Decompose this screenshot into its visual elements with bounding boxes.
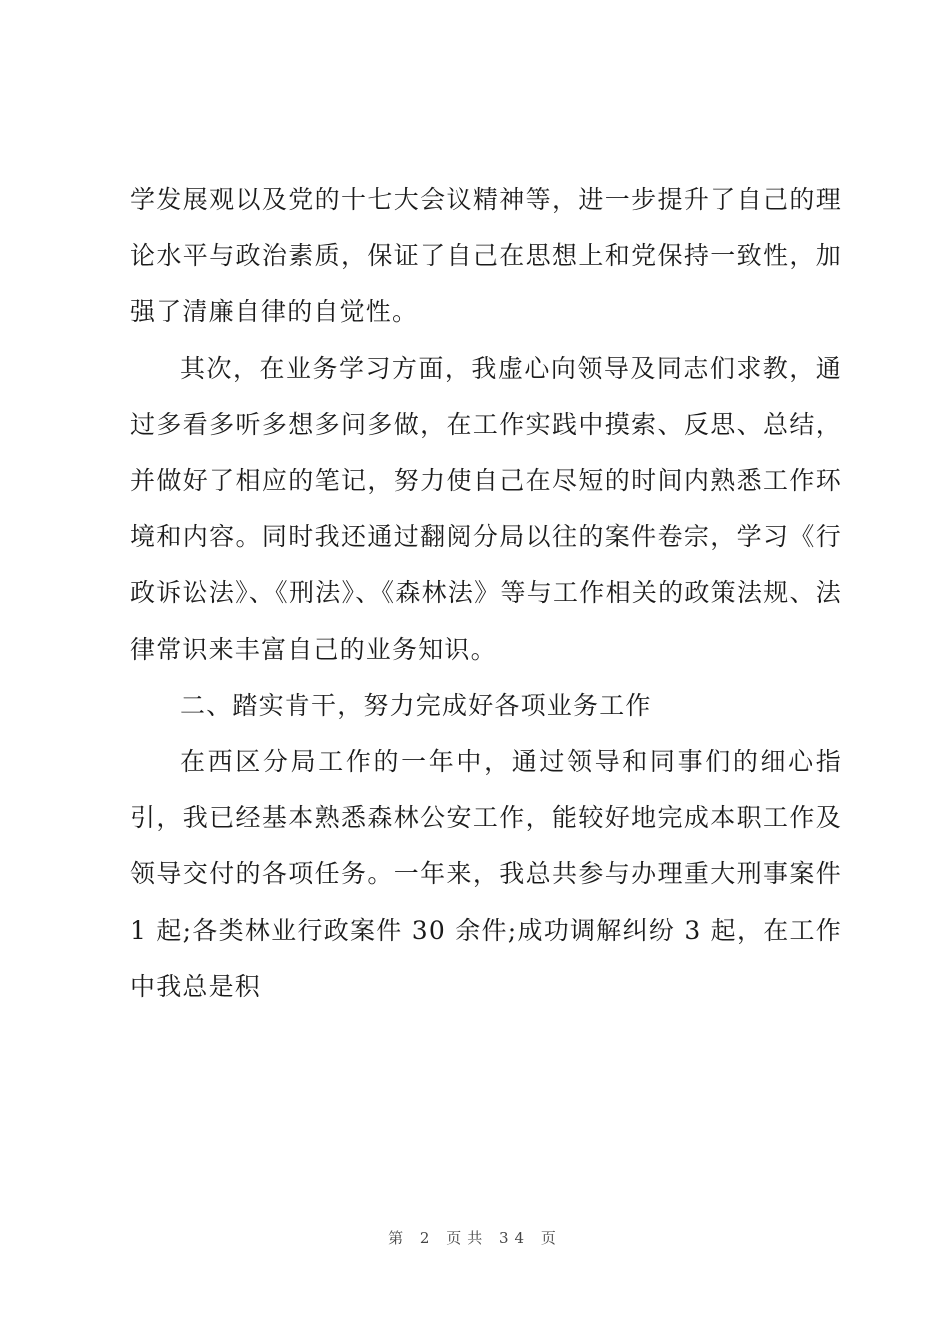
document-body [130,172,842,1015]
paragraph-business-study: 其次，在业务学习方面，我虚心向领导及同志们求教，通过多看多听多想多问多做，在工作实践中摸索、反思、总结，并做好了相应的笔记，努力使自己在尽短的时间内熟悉工作环境和内容。同时我还通过翻阅分局以往的案件卷宗，学习《行政诉讼法》、《刑法》、《森林法》等与工作相关的政策法规、法律常识来丰富自己的业务知识。 [130,353,842,664]
section-heading: 二、踏实肯干，努力完成好各项业务工作 [180,690,652,720]
paragraph-work-summary: 在西区分局工作的一年中，通过领导和同事们的细心指引，我已经基本熟悉森林公安工作，能较好地完成本职工作及领导交付的各项任务。一年来，我总共参与办理重大刑事案件 1 起;各类林业行政案件 30 余件;成功调解纠纷 3 起，在工作中我总是积 [130,747,842,1001]
page-number-footer: 第 2 页共 34 页 [388,1229,562,1247]
paragraph-continued: 学发展观以及党的十七大会议精神等，进一步提升了自己的理论水平与政治素质，保证了自己在思想上和党保持一致性，加强了清廉自律的自觉性。 [130,185,842,327]
